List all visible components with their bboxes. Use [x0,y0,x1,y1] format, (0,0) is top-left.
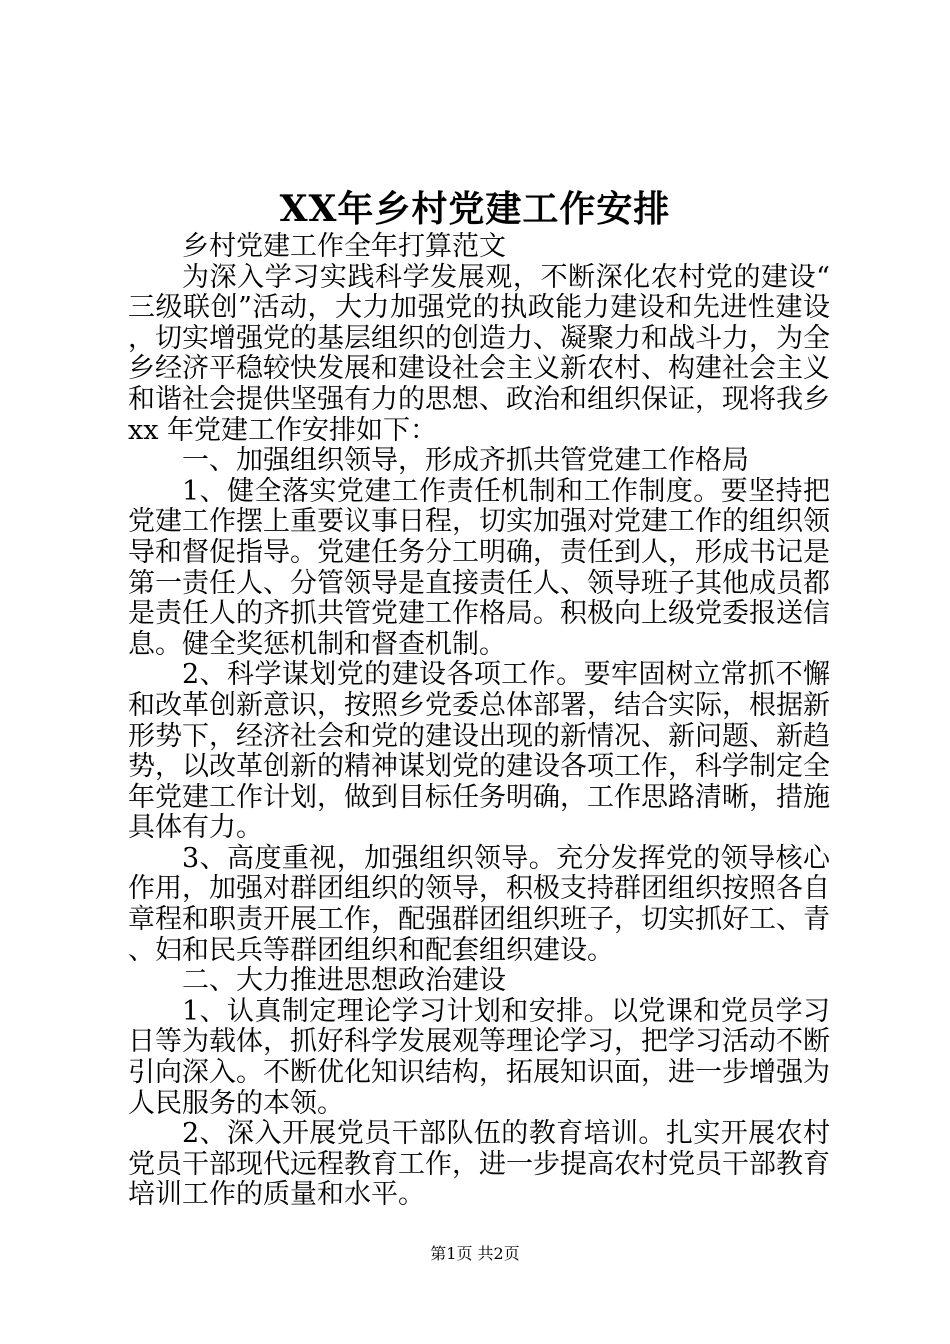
page-number-footer: 第1页 共2页 [430,1244,520,1263]
intro-paragraph: 为深入学习实践科学发展观，不断深化农村党的建设“三级联创”活动，大力加强党的执政能力建设和先进性建设，切实增强党的基层组织的创造力、凝聚力和战斗力，为全乡经济平稳较快发展和建设社会主义新农村、构建社会主义和谐社会提供坚强有力的思想、政治和组织保证，现将我乡 xx 年党建工作安排如下： [128,261,830,446]
section-heading-1: 一、加强组织领导，形成齐抓共管党建工作格局 [182,445,749,477]
section-1-item-1: 1、健全落实党建工作责任机制和工作制度。要坚持把党建工作摆上重要议事日程，切实加强对党建工作的组织领导和督促指导。党建任务分工明确，责任到人，形成书记是第一责任人、分管领导是直接责任人、领导班子其他成员都是责任人的齐抓共管党建工作格局。积极向上级党委报送信息。健全奖惩机制和督查机制。 [128,475,830,660]
section-heading-2: 二、大力推进思想政治建设 [182,965,506,997]
section-2-item-2: 2、深入开展党员干部队伍的教育培训。扎实开展农村党员干部现代远程教育工作，进一步提高农村党员干部教育培训工作的质量和水平。 [128,1118,830,1211]
section-2-item-1: 1、认真制定理论学习计划和安排。以党课和党员学习日等为载体，抓好科学发展观等理论学习，把学习活动不断引向深入。不断优化知识结构，拓展知识面，进一步增强为人民服务的本领。 [128,995,830,1119]
section-1-item-3: 3、高度重视，加强组织领导。充分发挥党的领导核心作用，加强对群团组织的领导，积极支持群团组织按照各自章程和职责开展工作，配强群团组织班子，切实抓好工、青、妇和民兵等群团组织和配套组织建设。 [128,842,830,966]
document-body [128,232,830,1211]
section-1-item-2: 2、科学谋划党的建设各项工作。要牢固树立常抓不懈和改革创新意识，按照乡党委总体部署，结合实际，根据新形势下，经济社会和党的建设出现的新情况、新问题、新趋势，以改革创新的精神谋划党的建设各项工作，科学制定全年党建工作计划，做到目标任务明确，工作思路清晰，措施具体有力。 [128,659,830,844]
document-title: XX年乡村党建工作安排 [279,188,671,230]
subtitle-paragraph: 乡村党建工作全年打算范文 [182,231,506,262]
